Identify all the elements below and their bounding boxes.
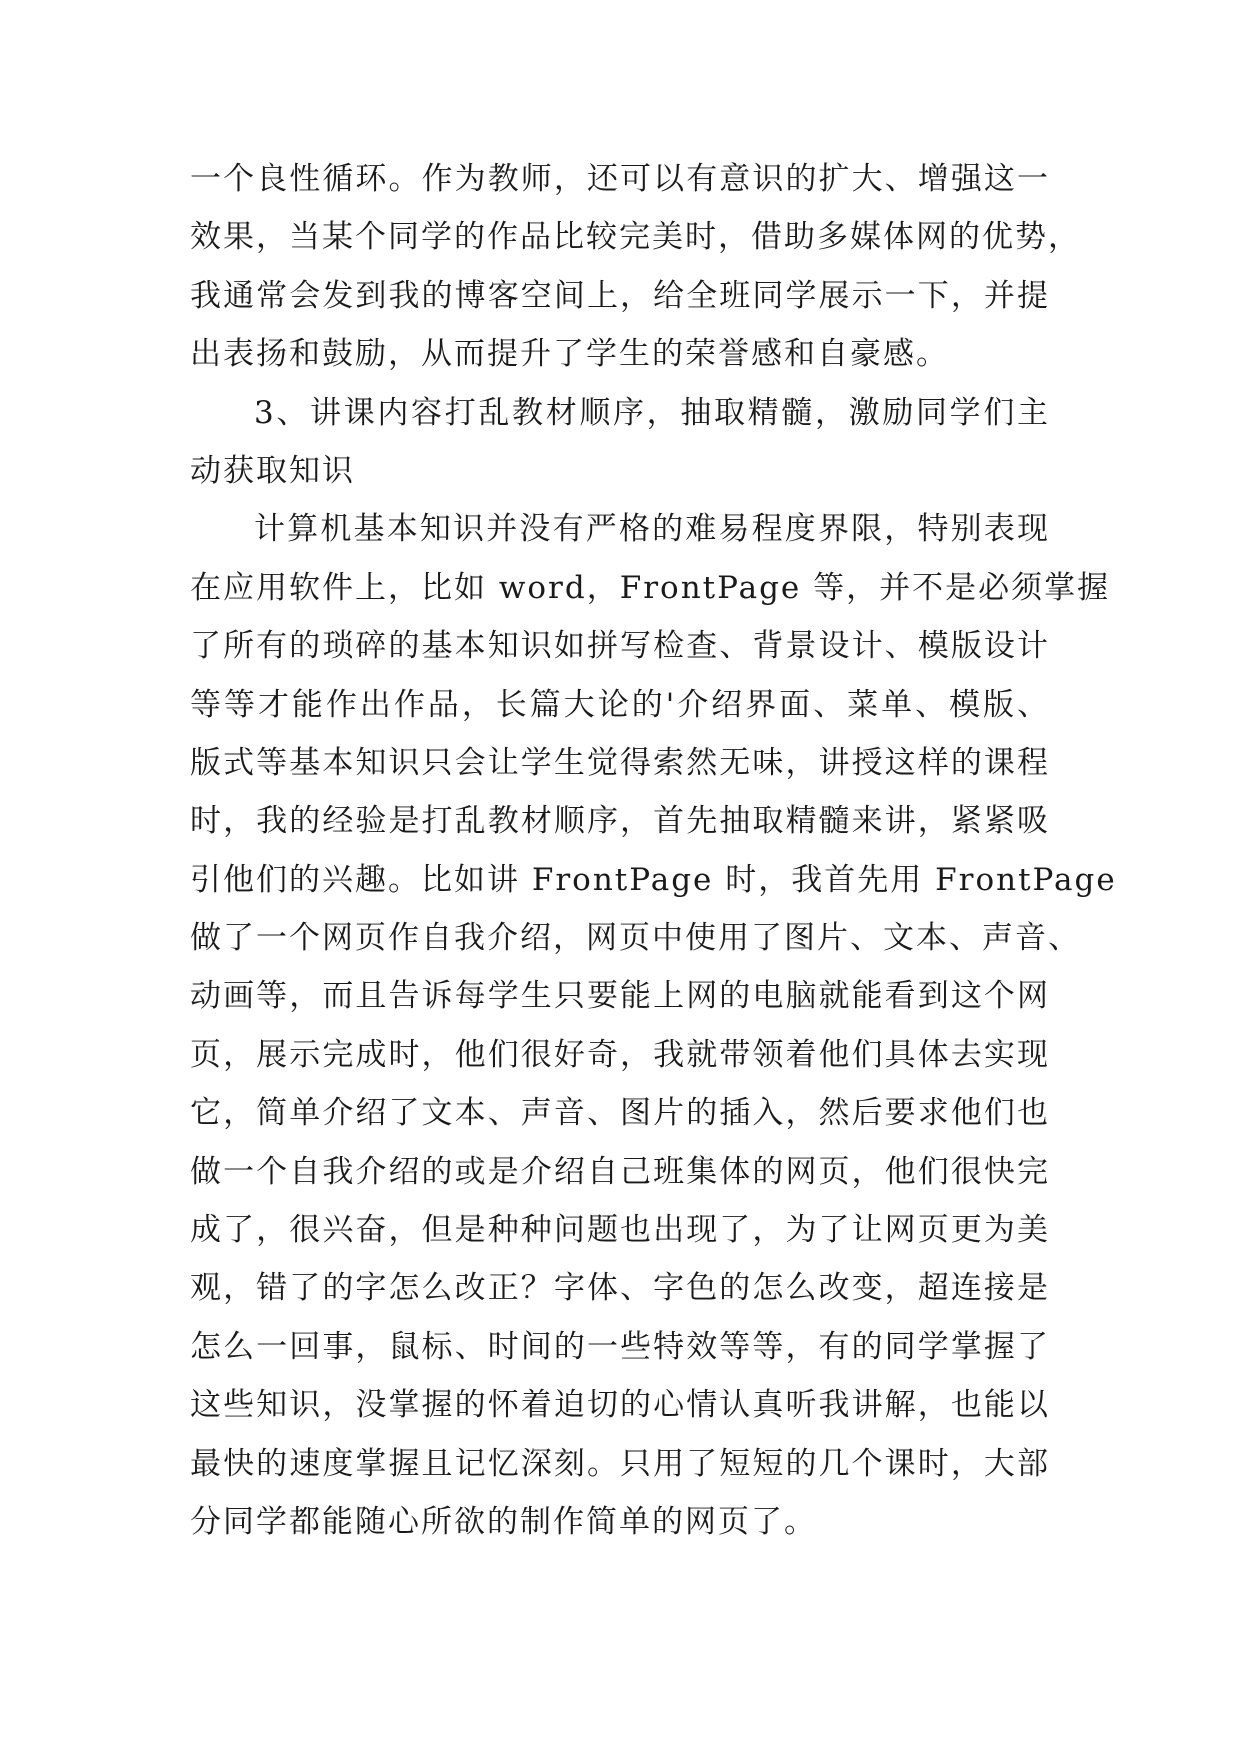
text-line: 分同学都能随心所欲的制作简单的网页了。 <box>190 1503 817 1540</box>
text-line: 做了一个网页作自我介绍，网页中使用了图片、文本、声音、 <box>190 920 1081 957</box>
text-line: 成了，很兴奋，但是种种问题也出现了，为了让网页更为美 <box>190 1212 1050 1249</box>
text-line: 观，错了的字怎么改正？字体、字色的怎么改变，超连接是 <box>190 1270 1050 1307</box>
text-line: 等等才能作出作品，长篇大论的'介绍界面、菜单、模版、 <box>190 686 1050 723</box>
text-line: 我通常会发到我的博客空间上，给全班同学展示一下，并提 <box>190 277 1050 314</box>
text-line: 了所有的琐碎的基本知识如拼写检查、背景设计、模版设计 <box>190 628 1050 665</box>
text-line: 动画等，而且告诉每学生只要能上网的电脑就能看到这个网 <box>190 978 1050 1015</box>
text-line: 最快的速度掌握且记忆深刻。只用了短短的几个课时，大部 <box>190 1445 1050 1482</box>
text-line: 版式等基本知识只会让学生觉得索然无味，讲授这样的课程 <box>190 744 1050 781</box>
body-text <box>190 150 1117 1551</box>
text-line: 引他们的兴趣。比如讲 FrontPage 时，我首先用 FrontPage <box>190 861 1117 898</box>
text-line: 页，展示完成时，他们很好奇，我就带领着他们具体去实现 <box>190 1036 1050 1073</box>
text-line: 做一个自我介绍的或是介绍自己班集体的网页，他们很快完 <box>190 1153 1050 1190</box>
text-line: 这些知识，没掌握的怀着迫切的心情认真听我讲解，也能以 <box>190 1387 1050 1424</box>
text-line: 怎么一回事，鼠标、时间的一些特效等等，有的同学掌握了 <box>190 1328 1050 1365</box>
text-line: 在应用软件上，比如 word，FrontPage 等，并不是必须掌握 <box>190 569 1111 606</box>
text-line: 它，简单介绍了文本、声音、图片的插入，然后要求他们也 <box>190 1095 1050 1132</box>
text-line: 效果，当某个同学的作品比较完美时，借助多媒体网的优势， <box>190 219 1081 256</box>
text-line: 一个良性循环。作为教师，还可以有意识的扩大、增强这一 <box>190 161 1050 197</box>
text-line: 计算机基本知识并没有严格的难易程度界限，特别表现 <box>254 511 1050 548</box>
text-line: 出表扬和鼓励，从而提升了学生的荣誉感和自豪感。 <box>190 336 949 373</box>
text-line: 动获取知识 <box>190 452 355 489</box>
text-line: 时，我的经验是打乱教材顺序，首先抽取精髓来讲，紧紧吸 <box>190 803 1050 840</box>
text-line: 3、讲课内容打乱教材顺序，抽取精髓，激励同学们主 <box>254 394 1050 431</box>
